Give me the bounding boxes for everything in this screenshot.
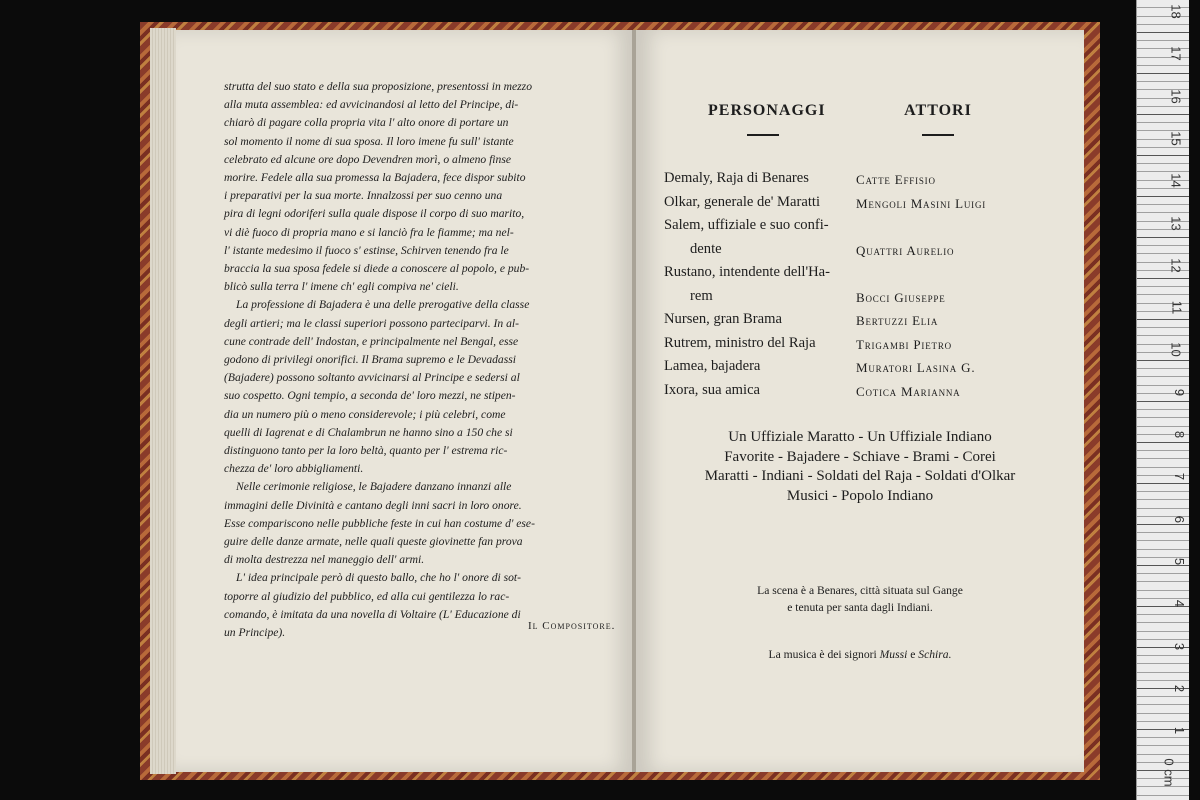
- essay-line: sol momento il nome di sua sposa. Il loro imene fu sull' istante: [224, 134, 514, 148]
- cast-role: dente: [690, 240, 722, 257]
- cast-row: [664, 170, 1044, 194]
- cast-row: [664, 194, 1044, 218]
- music-composer: Mussi: [879, 648, 908, 661]
- cast-role: Olkar, generale de' Maratti: [664, 193, 821, 210]
- ruler-number: 8: [1171, 430, 1187, 439]
- essay-text: [224, 78, 584, 642]
- essay-line: blicò sulla terra l' imene ch' egli compiva ne' cieli.: [224, 280, 459, 294]
- cast-role: Salem, uffiziale e suo confi-: [664, 217, 829, 233]
- ruler-number: 0 cm: [1161, 758, 1177, 787]
- ensemble-line: Un Uffiziale Maratto - Un Uffiziale Indiano: [728, 429, 992, 445]
- ruler-number: 12: [1168, 258, 1184, 273]
- ruler-number: 10: [1168, 342, 1184, 358]
- setting-line: La scena è a Benares, città situata sul Gange: [757, 584, 963, 597]
- essay-line: i preparativi per la sua morte. Innalzossi per suo cenno una: [224, 189, 503, 203]
- essay-line: braccia la sua sposa fedele si diede a conoscere al popolo, e pub-: [224, 262, 530, 276]
- cast-role: Nursen, gran Brama: [664, 311, 782, 327]
- essay-line: di molta destrezza nel maneggio dell' armi.: [224, 553, 425, 567]
- ruler-number: 16: [1168, 88, 1184, 104]
- cast-row: [664, 264, 1044, 288]
- essay-paragraph: [224, 78, 584, 296]
- essay-line: strutta del suo stato e della sua proposizione, presentossi in mezzo: [224, 80, 532, 93]
- cast-row: [664, 217, 1044, 241]
- ruler-number: 9: [1171, 388, 1187, 396]
- cast-role: Ixora, sua amica: [664, 381, 761, 398]
- header-attori-label: ATTORI: [904, 102, 972, 119]
- ruler-number: 14: [1168, 173, 1184, 188]
- cast-list: [664, 170, 1044, 405]
- essay-line: chiarò di pagare colla propria vita l' alto onore di portare un: [224, 116, 509, 130]
- cast-role: Demaly, Raja di Benares: [664, 170, 809, 186]
- essay-line: pira di legni odoriferi sulla quale dispose il corpo di suo marito,: [224, 207, 525, 221]
- music-composer: Schira.: [918, 648, 952, 661]
- essay-line: La professione di Bajadera è una delle prerogative della classe: [236, 298, 530, 312]
- ruler-number: 6: [1171, 515, 1187, 523]
- ensemble-line: Musici - Popolo Indiano: [786, 487, 934, 504]
- essay-line: dia un numero più o meno considerevole; i più celebri, come: [224, 407, 506, 421]
- ruler-number: 4: [1171, 600, 1187, 608]
- header-rule: [922, 134, 954, 136]
- essay-line: toporre al giudizio del pubblico, ed alla cui gentilezza lo rac-: [224, 589, 510, 603]
- essay-line: L' idea principale però di questo ballo, che ho l' onore di sot-: [236, 571, 522, 585]
- essay-line: Esse compariscono nelle pubbliche feste in cui han costume d' ese-: [224, 516, 535, 530]
- essay-line: un Principe).: [224, 626, 286, 640]
- essay-line: cune contrade dell' Indostan, e principalmente nel Bengal, esse: [224, 334, 519, 348]
- ruler-number: 7: [1171, 473, 1187, 481]
- cast-actor: Trigambi Pietro: [856, 336, 952, 352]
- setting-note: [636, 582, 1084, 616]
- cast-role: Rutrem, ministro del Raja: [664, 334, 816, 351]
- cast-actor: Quattri Aurelio: [856, 242, 955, 258]
- cast-actor: Bertuzzi Elia: [856, 313, 939, 328]
- cast-row: [664, 311, 1044, 335]
- header-attori: [898, 102, 978, 136]
- ensemble-list: [636, 428, 1084, 506]
- cast-role: rem: [690, 287, 713, 304]
- signature: Il Compositore.: [528, 620, 616, 632]
- cast-row: [664, 288, 1044, 312]
- cast-row: [664, 382, 1044, 406]
- cast-actor: Muratori Lasina G.: [856, 360, 976, 375]
- essay-line: distinguono tanto per la loro beltà, quanto per l' estrema ric-: [224, 444, 508, 458]
- cast-actor: Catte Effisio: [856, 172, 936, 187]
- essay-line: l' istante medesimo il fuoco s' estinse, Schirven tenendo fra le: [224, 243, 509, 257]
- ruler-number: 3: [1171, 642, 1187, 650]
- essay-paragraph: [224, 478, 584, 569]
- essay-line: chezza de' loro abbigliamenti.: [224, 462, 364, 476]
- header-rule: [747, 134, 779, 136]
- music-credit: [636, 648, 1084, 661]
- ruler-number: 2: [1171, 684, 1187, 692]
- measuring-ruler: [1136, 0, 1189, 800]
- essay-line: morire. Fedele alla sua promessa la Bajadera, fece dispor subito: [224, 171, 526, 185]
- essay-line: alla muta assemblea: ed avvicinandosi al letto del Principe, di-: [224, 98, 519, 112]
- essay-line: suo cospetto. Ogni tempio, a seconda de' loro mezzi, ne stipen-: [224, 389, 516, 403]
- header-personaggi-label: PERSONAGGI: [708, 102, 826, 119]
- cast-row: [664, 241, 1044, 265]
- essay-line: godono di privilegi onorifici. Il Brama supremo e le Devadassi: [224, 353, 516, 367]
- essay-line: Nelle cerimonie religiose, le Bajadere danzano innanzi alle: [236, 480, 512, 494]
- essay-line: (Bajadere) possono soltanto avvicinarsi al Principe e sedersi al: [224, 371, 520, 385]
- ruler-number: 13: [1168, 215, 1184, 231]
- ruler-number: 18: [1168, 4, 1184, 19]
- ensemble-line: Maratti - Indiani - Soldati del Raja - Soldati d'Olkar: [704, 468, 1016, 484]
- essay-line: guire delle danze armate, nelle quali queste giovinette fan prova: [224, 535, 523, 549]
- cast-role: Rustano, intendente dell'Ha-: [664, 264, 830, 280]
- book: [140, 22, 1100, 780]
- essay-line: quelli di Iagrenat e di Chalambrun ne hanno sino a 150 che si: [224, 425, 513, 439]
- page-edges: [150, 28, 176, 774]
- cast-role: Lamea, bajadera: [664, 358, 761, 374]
- ruler-number: 17: [1168, 46, 1184, 62]
- cast-actor: Bocci Giuseppe: [856, 289, 946, 305]
- essay-line: celebrato ed alcune ore dopo Devendren morì, o almeno finse: [224, 152, 511, 166]
- cast-actor: Mengoli Masini Luigi: [856, 195, 987, 211]
- ruler-number: 11: [1168, 300, 1184, 315]
- music-conjunction: e: [910, 648, 916, 661]
- ruler-number: 1: [1171, 726, 1187, 735]
- music-prefix: La musica è dei signori: [768, 648, 877, 661]
- ensemble-line: Favorite - Bajadere - Schiave - Brami - Corei: [724, 448, 996, 465]
- cast-row: [664, 358, 1044, 382]
- right-page: [636, 30, 1084, 772]
- cast-row: [664, 335, 1044, 359]
- essay-paragraph: [224, 296, 584, 478]
- setting-line: e tenuta per santa dagli Indiani.: [787, 601, 933, 614]
- essay-line: comando, è imitata da una novella di Voltaire (L' Educazione di: [224, 607, 521, 621]
- ruler-number: 15: [1168, 131, 1184, 146]
- cast-actor: Cotica Marianna: [856, 383, 961, 399]
- essay-line: degli artieri; ma le classi superiori possono parteciparvi. In al-: [224, 316, 519, 330]
- essay-line: vi diè fuoco di propria mano e si lanciò fra le fiamme; ma nel-: [224, 225, 514, 239]
- essay-line: immagini delle Divinità e cantano degli inni sacri in loro onore.: [224, 498, 522, 512]
- header-personaggi: [708, 102, 826, 136]
- left-page: [176, 30, 634, 772]
- ruler-number: 5: [1171, 557, 1187, 566]
